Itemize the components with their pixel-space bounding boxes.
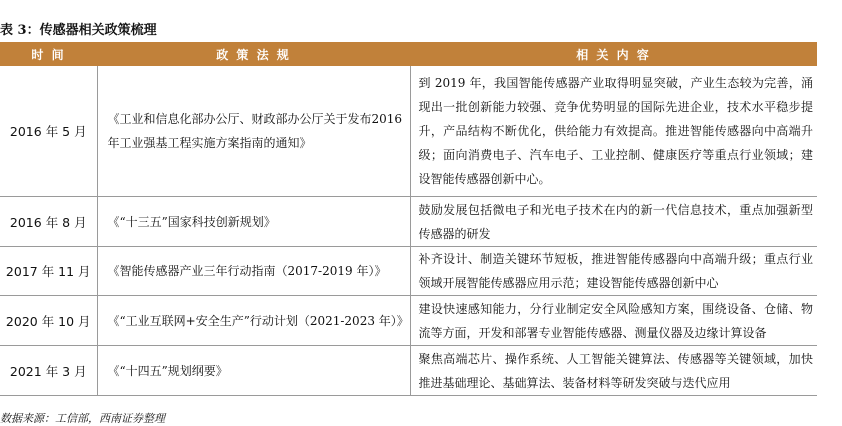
table-caption: 表 3：传感器相关政策梳理 [0, 23, 157, 38]
header-policy: 政 策 法 规 [97, 43, 410, 66]
table-row [0, 247, 817, 296]
cell-time: 2020 年 10 月 [0, 296, 97, 346]
cell-content: 补齐设计、制造关键环节短板，推进智能传感器向中高端升级；重点行业领域开展智能传感器应用示范；建设智能传感器创新中心 [410, 247, 817, 296]
cell-policy: 《工业和信息化部办公厅、财政部办公厅关于发布2016 年工业强基工程实施方案指南的通知》 [97, 66, 410, 197]
cell-policy: 《“工业互联网+安全生产”行动计划（2021-2023 年）》 [97, 296, 410, 346]
cell-content: 建设快速感知能力，分行业制定安全风险感知方案，围绕设备、仓储、物流等方面，开发和部署专业智能传感器、测量仪器及边缘计算设备 [410, 296, 817, 346]
cell-time: 2016 年 5 月 [0, 66, 97, 197]
header-time: 时 间 [0, 43, 97, 66]
cell-content: 到 2019 年，我国智能传感器产业取得明显突破，产业生态较为完善，涌现出一批创新能力较强、竞争优势明显的国际先进企业，技术水平稳步提升，产品结构不断优化，供给能力有效提高。推进智能传感器向中高端升级；面向消费电子、汽车电子、工业控制、健康医疗等重点行业领域；建设智能传感器创新中心。 [410, 66, 817, 197]
cell-policy: 《“十三五”国家科技创新规划》 [97, 197, 410, 247]
cell-time: 2016 年 8 月 [0, 197, 97, 247]
cell-content: 聚焦高端芯片、操作系统、人工智能关键算法、传感器等关键领域，加快推进基础理论、基础算法、装备材料等研发突破与迭代应用 [410, 346, 817, 396]
cell-policy: 《“十四五”规划纲要》 [97, 346, 410, 396]
header-content: 相 关 内 容 [410, 43, 817, 66]
table-row [0, 66, 817, 197]
table-row [0, 296, 817, 346]
data-source-note: 数据来源：工信部，西南证券整理 [0, 412, 165, 425]
table-row [0, 197, 817, 247]
policy-table [0, 43, 817, 396]
table-header-row [0, 43, 817, 66]
cell-time: 2017 年 11 月 [0, 247, 97, 296]
cell-time: 2021 年 3 月 [0, 346, 97, 396]
cell-content: 鼓励发展包括微电子和光电子技术在内的新一代信息技术，重点加强新型传感器的研发 [410, 197, 817, 247]
table-row [0, 346, 817, 396]
cell-policy: 《智能传感器产业三年行动指南（2017-2019 年）》 [97, 247, 410, 296]
